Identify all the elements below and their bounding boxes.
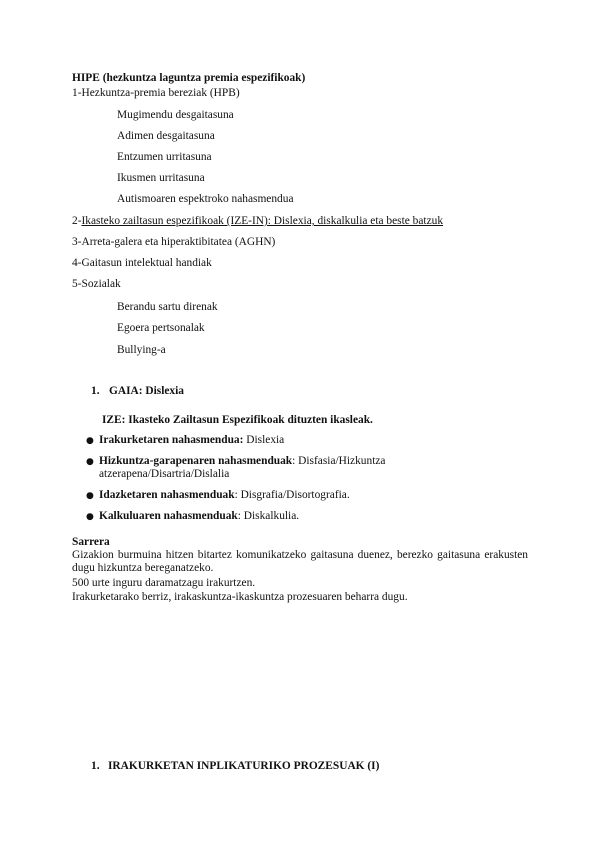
item-2: [72, 215, 443, 227]
sarrera-paragraph-1: Gizakion burmuina hitzen bitartez komunikatzeko gaitasuna duenez, berezko gaitasuna erakusten dugu hizkuntza bereganatzeko.: [72, 549, 528, 574]
list-item: Egoera pertsonalak: [117, 322, 205, 334]
list-item: Ikusmen urritasuna: [117, 172, 205, 184]
bullet-icon: ●: [86, 436, 94, 446]
item-3: 3-Arreta-galera eta hiperaktibitatea (AGHN): [72, 236, 276, 248]
sarrera-paragraph-3: Irakurketarako berriz, irakaskuntza-ikaskuntza prozesuaren beharra dugu.: [72, 591, 408, 603]
list-item: Hizkuntza-garapenaren nahasmenduak: Disfasia/Hizkuntza: [99, 455, 386, 467]
ize-link[interactable]: Ikasteko zailtasun espezifikoak (IZE-IN): Dislexia, diskalkulia eta beste batzuk: [81, 215, 444, 227]
gaia-heading: GAIA: Dislexia: [109, 385, 184, 397]
list-item: Autismoaren espektroko nahasmendua: [117, 193, 294, 205]
item-4: 4-Gaitasun intelektual handiak: [72, 257, 212, 269]
bullet-icon: ●: [86, 512, 94, 522]
ize-title: IZE: Ikasteko Zailtasun Espezifikoak dituzten ikasleak.: [102, 414, 373, 426]
list-item: Entzumen urritasuna: [117, 151, 212, 163]
list-item: Irakurketaren nahasmendua: Dislexia: [99, 434, 285, 446]
list-item: Kalkuluaren nahasmenduak: Diskalkulia.: [99, 510, 300, 522]
bullet-icon: ●: [86, 491, 94, 501]
gaia-number: 1.: [91, 385, 100, 397]
list-item: Bullying-a: [117, 344, 166, 356]
hpb-header: 1-Hezkuntza-premia bereziak (HPB): [72, 87, 240, 99]
document-title: HIPE (hezkuntza laguntza premia espezifikoak): [72, 72, 306, 84]
list-item: Adimen desgaitasuna: [117, 130, 215, 142]
item-2-prefix: 2-: [72, 215, 82, 227]
sarrera-heading: Sarrera: [72, 536, 110, 548]
list-item: Berandu sartu direnak: [117, 301, 218, 313]
sarrera-paragraph-2: 500 urte inguru daramatzagu irakurtzen.: [72, 577, 256, 589]
list-item: Mugimendu desgaitasuna: [117, 109, 234, 121]
item-5: 5-Sozialak: [72, 278, 121, 290]
bullet-icon: ●: [86, 457, 94, 467]
list-item: Idazketaren nahasmenduak: Disgrafia/Disortografia.: [99, 489, 350, 501]
list-item-continuation: atzerapena/Disartria/Dislalia: [99, 468, 230, 480]
section2-number: 1.: [91, 760, 100, 772]
section2-heading: IRAKURKETAN INPLIKATURIKO PROZESUAK (I): [108, 760, 380, 772]
